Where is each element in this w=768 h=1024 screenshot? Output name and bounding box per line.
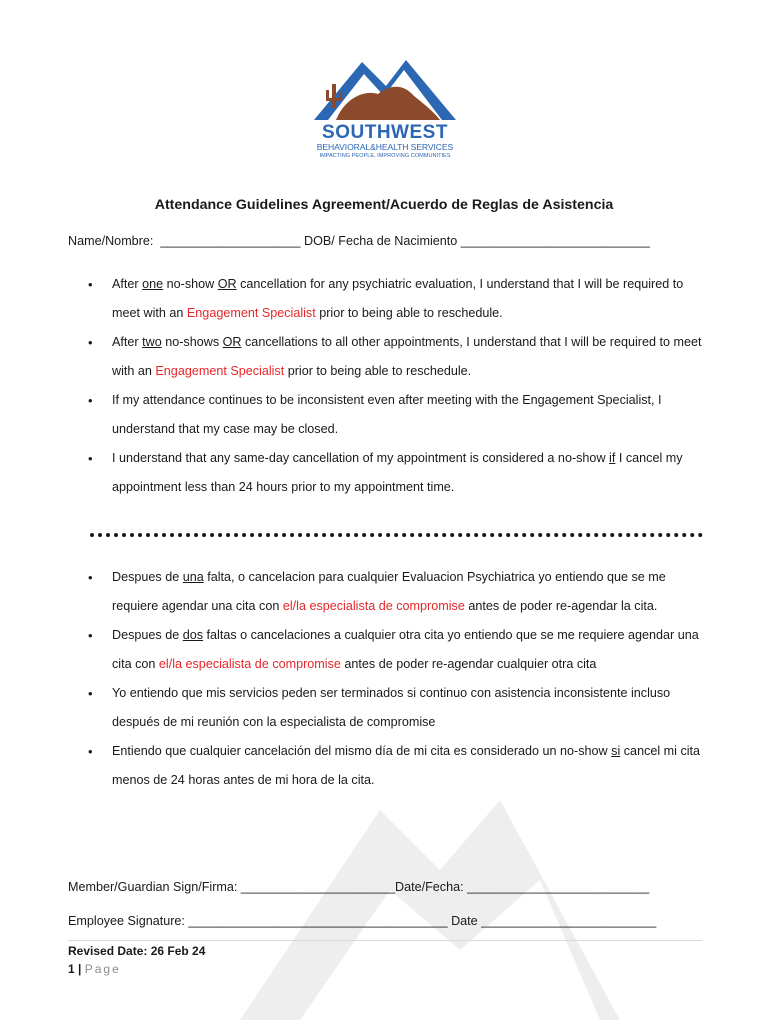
member-signature-line [68, 880, 649, 894]
mountain-watermark [240, 780, 620, 1020]
employee-signature-line [68, 914, 656, 928]
spanish-guidelines-list [88, 563, 708, 795]
list-item: • Despues de una falta, o cancelacion para cualquier Evaluacion Psychiatrica yo entiendo que se me requiere agendar una cita con el/la especialista de compromise antes de poder re-agendar la cita. [88, 563, 708, 621]
list-item: • After two no-shows OR cancellations to all other appointments, I understand that I will be required to meet with an Engagement Specialist prior to being able to reschedule. [88, 328, 708, 386]
dob-blank[interactable]: ___________________________ [460, 234, 650, 248]
list-item: • Entiendo que cualquier cancelación del mismo día de mi cita es considerado un no-show si cancel mi cita menos de 24 horas antes de mi hora de la cita. [88, 737, 708, 795]
especialista-text: el/la especialista de compromise [282, 599, 465, 613]
name-label: Name/Nombre: [68, 234, 154, 248]
list-item: • I understand that any same-day cancellation of my appointment is considered a no-show if I cancel my appointment less than 24 hours prior to my appointment time. [88, 444, 708, 502]
member-sign-blank[interactable]: ______________________ [240, 880, 395, 894]
document-title: Attendance Guidelines Agreement/Acuerdo de Reglas de Asistencia [154, 197, 614, 213]
logo-subtitle: BEHAVIORAL&HEALTH SERVICES [316, 142, 454, 152]
list-item: • If my attendance continues to be inconsistent even after meeting with the Engagement Specialist, I understand that my case may be closed. [88, 386, 708, 444]
name-blank[interactable]: ____________________ [160, 234, 301, 248]
employee-sign-label: Employee Signature: [68, 914, 185, 928]
mountain-logo-icon [306, 56, 464, 122]
especialista-text: el/la especialista de compromise [158, 657, 341, 671]
name-dob-line [68, 234, 650, 248]
company-logo [306, 56, 464, 172]
logo-tagline: IMPACTING PEOPLE, IMPROVING COMMUNITIES [319, 153, 451, 159]
member-sign-label: Member/Guardian Sign/Firma: [68, 880, 238, 894]
employee-sign-blank[interactable]: _____________________________________ [188, 914, 448, 928]
logo-name: SOUTHWEST [322, 122, 448, 143]
list-item: • Despues de dos faltas o cancelaciones a cualquier otra cita yo entiendo que se me requiere agendar una cita con el/la especialista de compromise antes de poder re-agendar cualquier otra cita [88, 621, 708, 679]
page-number: 1 | Page [68, 962, 121, 976]
revised-date: Revised Date: 26 Feb 24 [68, 944, 206, 958]
date-blank[interactable]: __________________________ [467, 880, 650, 894]
footer-rule [68, 940, 702, 941]
engagement-specialist-text: Engagement Specialist [155, 364, 285, 378]
list-item: • Yo entiendo que mis servicios peden ser terminados si continuo con asistencia inconsistente incluso después de mi reunión con la especialista de compromise [88, 679, 708, 737]
dotted-divider [90, 533, 703, 537]
date2-label: Date [451, 914, 478, 928]
date2-blank[interactable]: _________________________ [481, 914, 657, 928]
list-item: • After one no-show OR cancellation for any psychiatric evaluation, I understand that I will be required to meet with an Engagement Specialist prior to being able to reschedule. [88, 270, 708, 328]
date-label: Date/Fecha: [394, 880, 464, 894]
dob-label: DOB/ Fecha de Nacimiento [303, 234, 458, 248]
engagement-specialist-text: Engagement Specialist [186, 306, 316, 320]
english-guidelines-list [88, 270, 708, 502]
